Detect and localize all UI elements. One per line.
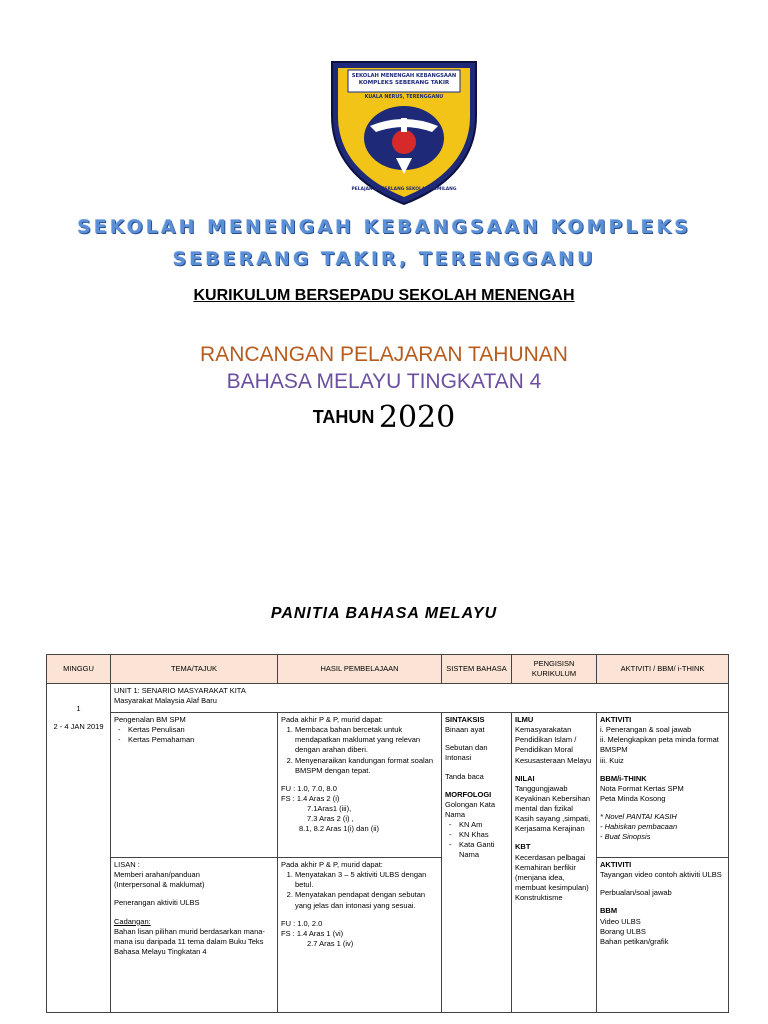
fs-sub-line: 7.3 Aras 2 (i) , xyxy=(307,814,354,824)
tema-cell-2 xyxy=(111,858,278,1013)
nilai-text: Tanggungjawab Keyakinan Kebersihan mental dan fizikal Kasih sayang ,simpati, Kerjasama Kerajinan xyxy=(515,783,591,834)
sistem-text: Golongan Kata Nama xyxy=(445,799,496,819)
ilmu-text: Kemasyarakatan Pendidikan Islam / Pendidikan Moral Kesusasteraan Melayu xyxy=(515,725,592,765)
svg-text:PELAJAR CEMERLANG SEKOLAH GEM: PELAJAR CEMERLANG SEKOLAH GEMILANG xyxy=(351,187,457,192)
aktiviti-line: Perbualan/soal jawab xyxy=(600,888,672,898)
subject-title: BAHASA MELAYU TINGKATAN 4 xyxy=(226,370,542,393)
list-marker: i. xyxy=(600,725,604,735)
sistem-text: Binaan ayat xyxy=(445,725,485,735)
aktiviti-heading: AKTIVITI xyxy=(600,715,632,724)
plan-title: RANCANGAN PELAJARAN TAHUNAN xyxy=(200,343,568,366)
cadangan-label: Cadangan: xyxy=(114,916,151,926)
tema-cell-1 xyxy=(111,713,278,858)
pengisian-cell xyxy=(512,713,597,1013)
unit-subtitle: Masyarakat Malaysia Alaf Baru xyxy=(114,696,217,706)
sistem-text: Sebutan dan Intonasi xyxy=(445,743,488,763)
lisan-line: Memberi arahan/panduan xyxy=(114,870,200,880)
tema-title: Pengenalan BM SPM xyxy=(114,715,186,724)
list-item xyxy=(600,735,725,755)
bbm-heading: BBM xyxy=(600,906,618,916)
sistem-text: Tanda baca xyxy=(445,771,484,781)
svg-text:KUALA NERUS, TERENGGANU: KUALA NERUS, TERENGGANU xyxy=(364,95,444,100)
lisan-activity: Penerangan aktiviti ULBS xyxy=(114,898,200,908)
header-sistem: SISTEM BAHASA xyxy=(442,655,512,684)
list-marker: ii. xyxy=(600,735,606,745)
school-crest-logo xyxy=(328,56,480,208)
list-item: - Kata Ganti Nama xyxy=(459,840,508,860)
list-item: - KN Khas xyxy=(459,830,508,840)
panel-title: PANITIA BAHASA MELAYU xyxy=(270,605,498,622)
unit-title: UNIT 1: SENARIO MASYARAKAT KITA xyxy=(114,686,246,695)
list-item: - Kertas Pemahaman xyxy=(128,735,274,745)
list-item: 1. Membaca bahan bercetak untuk mendapatkan maklumat yang relevan dengan arahan diberi. xyxy=(295,725,438,755)
table-header-row xyxy=(47,655,729,684)
school-name-line-1: SEKOLAH MENENGAH KEBANGSAAN KOMPLEKS xyxy=(77,216,691,238)
week-number: 1 xyxy=(76,704,81,713)
bbm-line: Bahan petikan/grafik xyxy=(600,936,669,946)
list-text: Kuiz xyxy=(609,755,624,765)
header-tema: TEMA/TAJUK xyxy=(111,655,278,684)
hasil-intro: Pada akhir P & P, murid dapat: xyxy=(281,715,383,724)
aktiviti-heading: AKTIVITI xyxy=(600,860,632,869)
aktiviti-line: Tayangan video contoh aktiviti ULBS xyxy=(600,870,722,880)
list-text: Melengkapkan peta minda format BMSPM xyxy=(600,735,719,755)
novel-line: * Novel PANTAI KASIH xyxy=(600,812,677,821)
table-row-1 xyxy=(47,713,729,858)
aktiviti-cell-1 xyxy=(597,713,729,858)
header-pengisian: PENGISISN KURIKULUM xyxy=(512,655,597,684)
year-heading xyxy=(0,400,768,435)
cadangan-text: Bahan lisan pilihan murid berdasarkan mana-mana isu daripada 11 tema dalam Buku Teks Bahasa Melayu Tingkatan 4 xyxy=(114,926,265,956)
list-item: - Kertas Penulisan xyxy=(128,725,274,735)
list-item xyxy=(600,756,725,766)
bbm-line: Borang ULBS xyxy=(600,926,646,936)
fs-sub-line: 2.7 Aras 1 (iv) xyxy=(307,938,354,948)
ilmu-heading: ILMU xyxy=(515,715,534,724)
fs-sub-line: 7.1Aras1 (iii), xyxy=(307,804,352,813)
aktiviti-cell-2 xyxy=(597,858,729,1013)
hasil-cell-2 xyxy=(278,858,442,1013)
year-value: 2020 xyxy=(378,400,456,435)
fs-line: FS : 1.4 Aras 2 (i) xyxy=(281,793,340,803)
header-minggu: MINGGU xyxy=(47,655,111,684)
bbm-heading: BBM/i-THINK xyxy=(600,773,647,783)
bbm-line: Peta Minda Kosong xyxy=(600,793,666,803)
table-row-unit xyxy=(47,684,729,713)
kbt-text: Kecerdasan pelbagai Kemahiran berfikir (menjana idea, membuat kesimpulan) Konstruktisme xyxy=(515,852,589,902)
fu-line: FU : 1.0, 2.0 xyxy=(281,918,323,928)
kbt-heading: KBT xyxy=(515,842,531,852)
week-cell xyxy=(47,684,111,1013)
bbm-line: Video ULBS xyxy=(600,916,641,926)
svg-text:SEKOLAH MENENGAH KEBANGSAAN: SEKOLAH MENENGAH KEBANGSAAN xyxy=(351,73,457,79)
novel-item: - Habiskan pembacaan xyxy=(600,822,678,832)
hasil-intro: Pada akhir P & P, murid dapat: xyxy=(281,860,383,869)
list-item xyxy=(600,725,725,735)
sistem-bahasa-cell xyxy=(442,713,512,1013)
unit-cell xyxy=(111,684,729,713)
list-item: 2. Menyenaraikan kandungan format soalan BMSPM dengan tepat. xyxy=(295,756,438,776)
annual-plan-table xyxy=(46,654,729,1013)
novel-item: - Buat Sinopsis xyxy=(600,832,651,842)
table-row-2 xyxy=(47,858,729,1013)
header-hasil: HASIL PEMBELAJAAN xyxy=(278,655,442,684)
hasil-cell-1 xyxy=(278,713,442,858)
list-text: Penerangan & soal jawab xyxy=(605,725,692,735)
header-aktiviti: AKTIVITI / BBM/ i-THINK xyxy=(597,655,729,684)
sintaksis-heading: SINTAKSIS xyxy=(445,715,485,724)
fs-line: FS : 1.4 Aras 1 (vi) xyxy=(281,928,344,938)
list-item: 2. Menyatakan pendapat dengan sebutan yang jelas dan intonasi yang sesuai. xyxy=(295,890,438,910)
svg-text:KOMPLEKS SEBERANG TAKIR: KOMPLEKS SEBERANG TAKIR xyxy=(358,80,450,86)
nilai-heading: NILAI xyxy=(515,773,535,783)
list-item: 1. Menyatakan 3 – 5 aktiviti ULBS dengan betul. xyxy=(295,870,438,890)
week-dates: 2 - 4 JAN 2019 xyxy=(53,722,104,732)
year-label: TAHUN xyxy=(312,407,375,427)
curriculum-title: KURIKULUM BERSEPADU SEKOLAH MENENGAH xyxy=(193,287,575,304)
list-item: - KN Am xyxy=(459,820,508,830)
lisan-line: (Interpersonal & maklumat) xyxy=(114,880,205,890)
school-name-line-2: SEBERANG TAKIR, TERENGGANU xyxy=(172,248,596,270)
fs-sub-line: 8.1, 8.2 Aras 1(i) dan (ii) xyxy=(299,824,380,834)
list-marker: iii. xyxy=(600,755,608,765)
bbm-line: Nota Format Kertas SPM xyxy=(600,783,684,793)
lisan-line: LISAN : xyxy=(114,860,140,869)
fu-line: FU : 1.0, 7.0, 8.0 xyxy=(281,783,337,793)
morfologi-heading: MORFOLOGI xyxy=(445,789,492,799)
